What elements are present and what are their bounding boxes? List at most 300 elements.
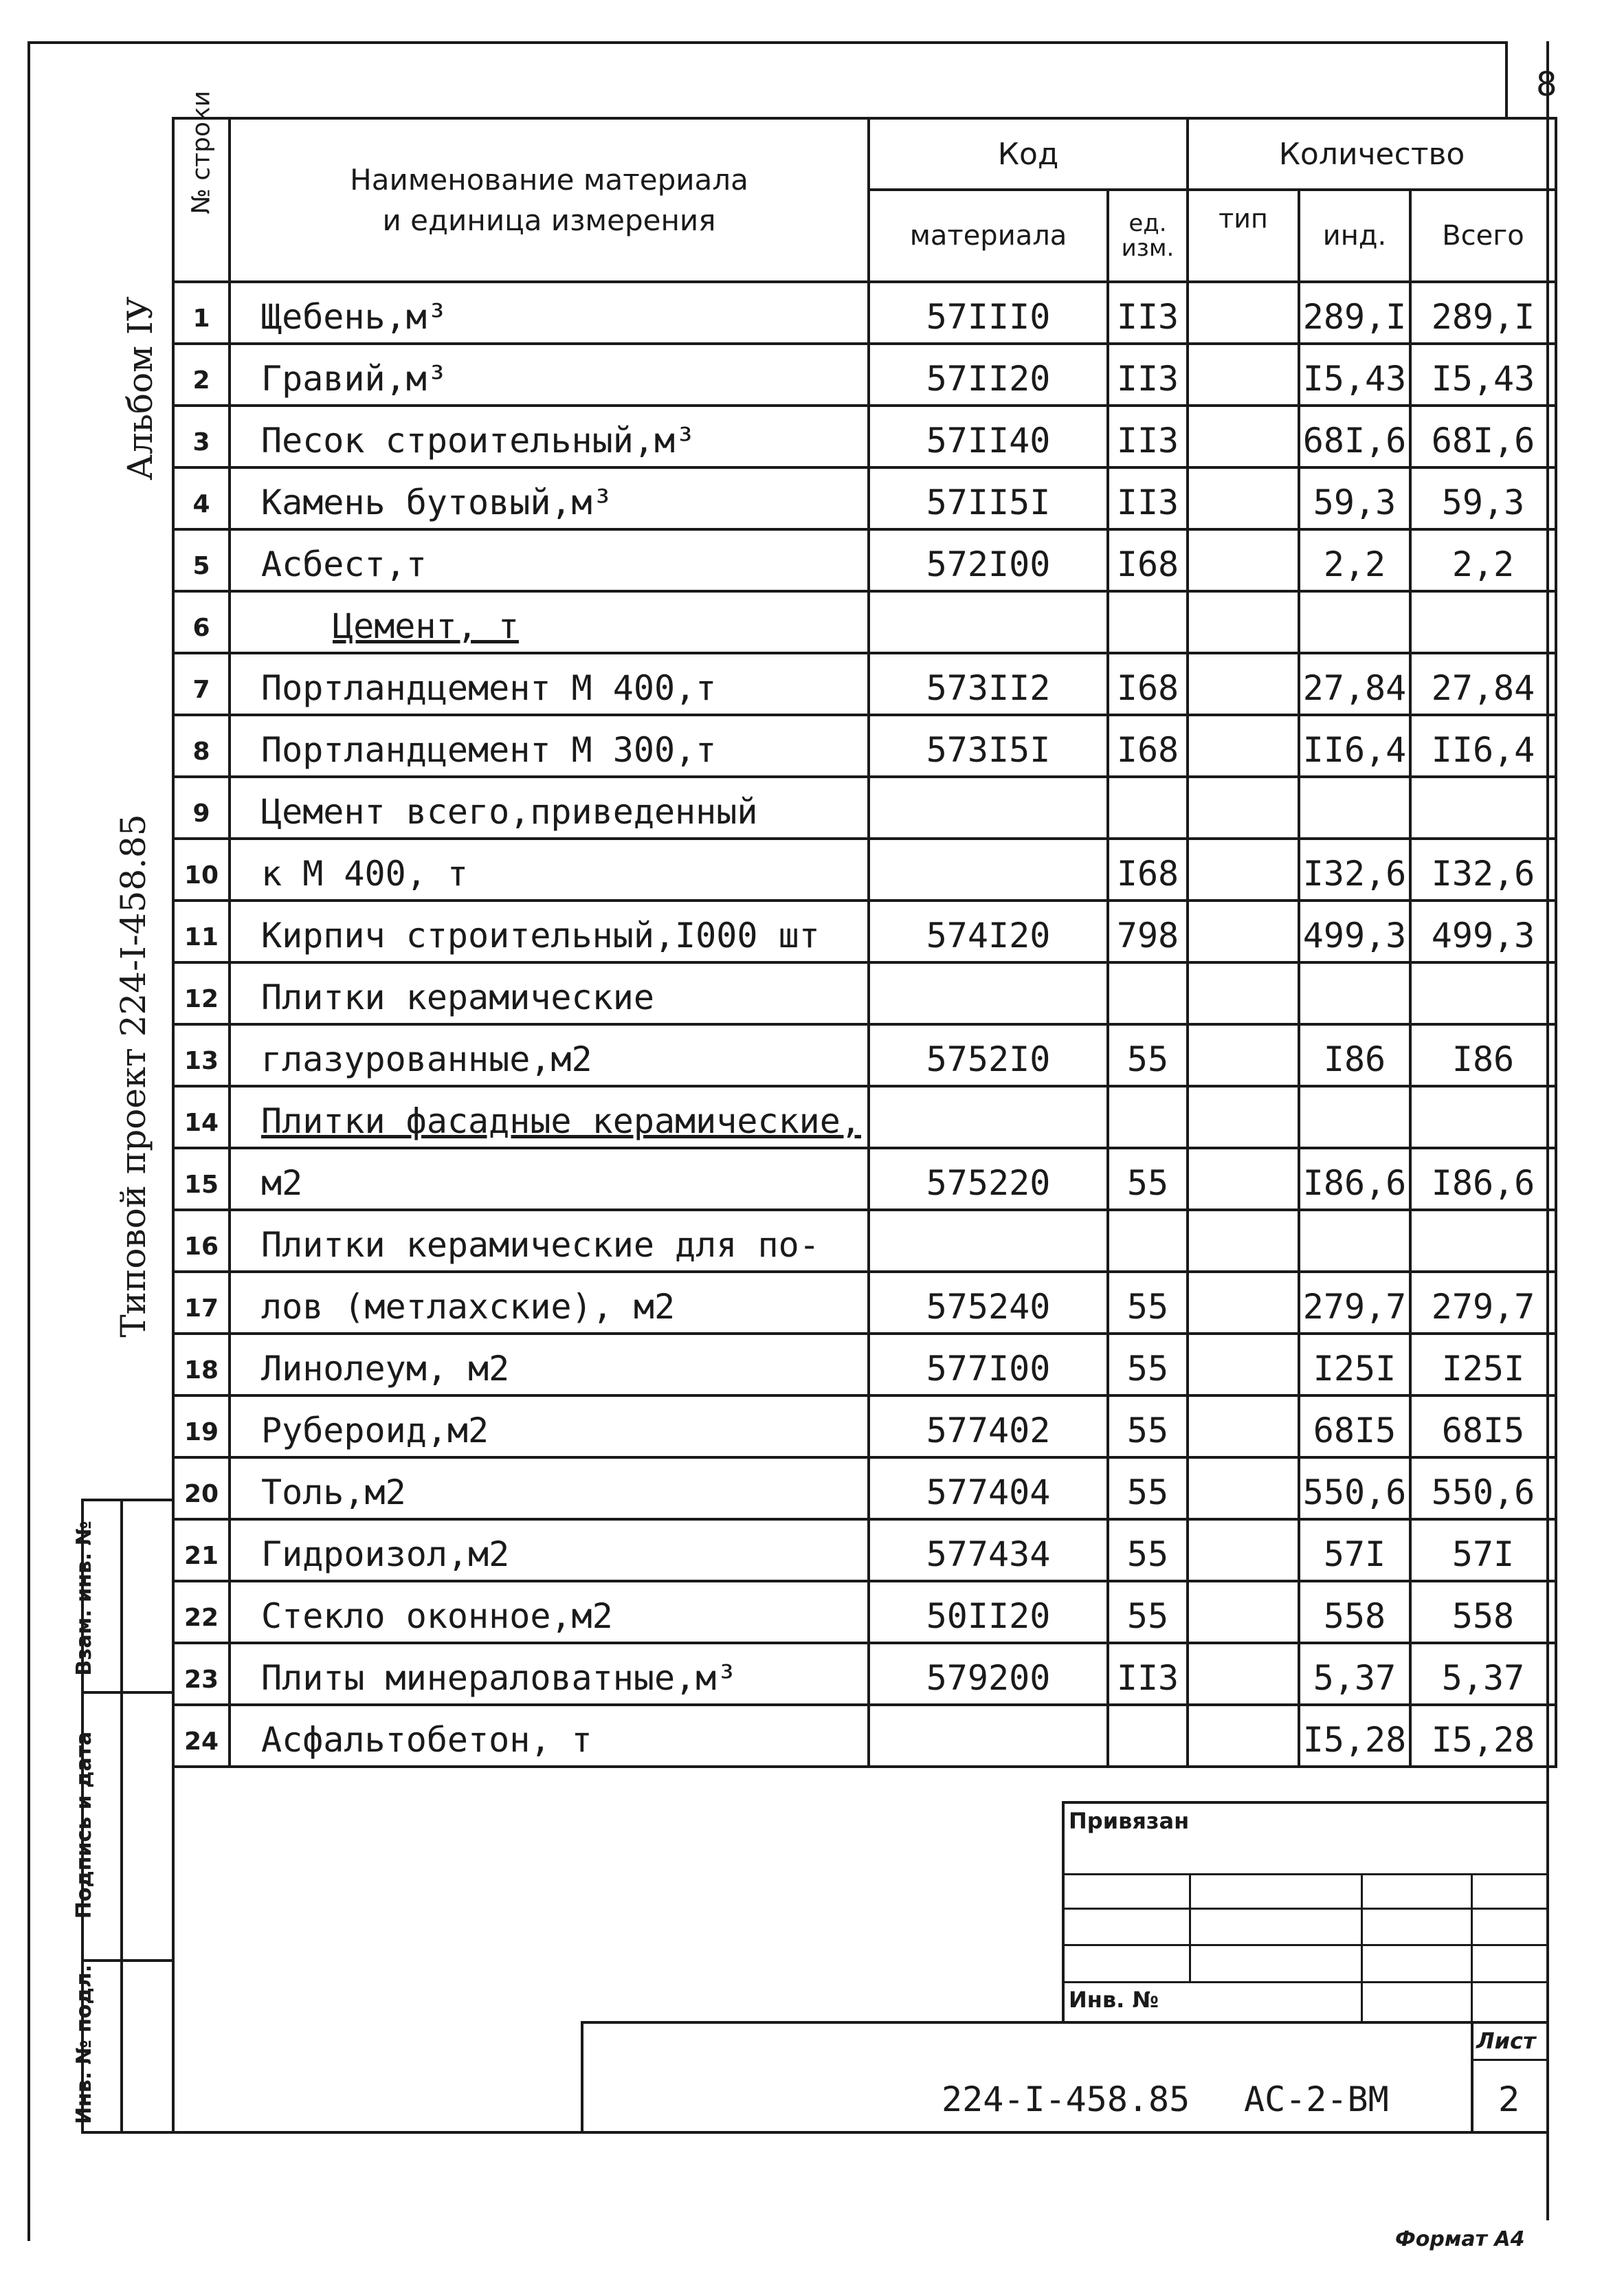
qty-total-cell-text: I32,6 <box>1431 854 1535 894</box>
material-name-cell <box>230 1086 869 1148</box>
qty-total-cell <box>1410 715 1556 777</box>
qty-total-cell <box>1410 1519 1556 1581</box>
qty-ind-cell-text: 59,3 <box>1313 483 1397 522</box>
qty-type-cell <box>1188 529 1299 591</box>
row-number-cell <box>173 282 230 344</box>
project-label: Типовой проект 224-I-458.85 <box>113 814 153 1338</box>
table-row <box>173 839 1556 901</box>
material-name-cell-text: м2 <box>261 1163 303 1203</box>
header-code-group: Код <box>869 118 1188 190</box>
tb-inv-label: Инв. № <box>1069 1987 1159 2013</box>
stamp-label-inv: Инв. № подл. <box>72 1964 96 2124</box>
qty-ind-cell-text: 68I5 <box>1313 1411 1397 1450</box>
stamp-strip-top <box>81 1499 172 1501</box>
material-code-cell <box>869 1519 1108 1581</box>
row-number-cell-text: 13 <box>183 1047 219 1075</box>
material-name-cell-text: лов (метлахские), м2 <box>261 1287 676 1327</box>
row-number-cell <box>173 1457 230 1519</box>
material-name-cell-text: Стекло оконное,м2 <box>261 1596 613 1636</box>
stamp-strip-div2 <box>81 1959 172 1962</box>
qty-type-cell-text <box>1189 1389 1298 1394</box>
qty-ind-cell <box>1299 1395 1410 1457</box>
tb-row-1 <box>1062 1873 1546 1875</box>
row-number-cell <box>173 839 230 901</box>
material-code-cell-text <box>870 1141 1106 1147</box>
material-code-cell <box>869 1457 1108 1519</box>
qty-type-cell <box>1188 1210 1299 1272</box>
unit-code-cell-text: 55 <box>1126 1039 1169 1079</box>
material-code-cell <box>869 529 1108 591</box>
table-body <box>173 282 1556 1767</box>
row-number-cell-text: 6 <box>192 614 210 642</box>
qty-ind-cell-text: I5,43 <box>1302 359 1407 399</box>
qty-ind-cell-text: 5,37 <box>1313 1658 1397 1698</box>
material-name-cell <box>230 467 869 529</box>
qty-type-cell-text <box>1189 337 1298 342</box>
qty-total-cell-text: 68I5 <box>1441 1411 1525 1450</box>
qty-total-cell-text: 27,84 <box>1431 668 1535 708</box>
row-number-cell <box>173 1210 230 1272</box>
unit-code-cell <box>1108 901 1188 962</box>
qty-type-cell <box>1188 1643 1299 1705</box>
material-name-cell <box>230 1210 869 1272</box>
material-code-cell-text: 577434 <box>926 1534 1051 1574</box>
material-code-cell-text: 57II5I <box>926 483 1051 522</box>
unit-code-cell-text: 55 <box>1126 1349 1169 1389</box>
unit-code-cell <box>1108 1519 1188 1581</box>
qty-type-cell <box>1188 901 1299 962</box>
qty-total-cell-text <box>1412 1017 1555 1023</box>
unit-code-cell-text: I68 <box>1116 730 1179 770</box>
frame-top <box>27 41 1505 44</box>
unit-code-cell-text: II3 <box>1116 1658 1179 1698</box>
unit-code-cell <box>1108 1705 1188 1767</box>
material-name-cell <box>230 962 869 1024</box>
qty-ind-cell-text: 499,3 <box>1302 916 1407 956</box>
table-row <box>173 1334 1556 1395</box>
row-number-cell-text: 3 <box>192 428 210 456</box>
material-name-cell-text: Цемент, т <box>333 606 519 646</box>
material-code-cell-text: 50II20 <box>926 1596 1051 1636</box>
row-number-cell <box>173 1086 230 1148</box>
qty-total-cell-text: 57I <box>1451 1534 1515 1574</box>
table-row <box>173 1086 1556 1148</box>
material-code-cell <box>869 591 1108 653</box>
qty-type-cell-text <box>1189 1760 1298 1765</box>
material-name-cell-text: Гравий,м³ <box>261 359 447 399</box>
qty-total-cell-text <box>1412 1141 1555 1147</box>
tb-main-top <box>581 2021 1546 2024</box>
table-row <box>173 653 1556 715</box>
material-name-cell-text: Линолеум, м2 <box>261 1349 510 1389</box>
row-number-cell-text: 22 <box>183 1604 219 1632</box>
tb-privyazan-left <box>1062 1801 1065 2021</box>
unit-code-cell-text <box>1109 1141 1186 1147</box>
qty-ind-cell-text: I32,6 <box>1302 854 1407 894</box>
material-name-cell <box>230 1334 869 1395</box>
row-number-cell <box>173 1643 230 1705</box>
material-code-cell <box>869 282 1108 344</box>
tb-col-3 <box>1471 1873 1473 2021</box>
unit-code-cell-text: II3 <box>1116 297 1179 337</box>
material-code-cell <box>869 1210 1108 1272</box>
sheet-number: 8 <box>1536 65 1557 104</box>
qty-type-cell <box>1188 591 1299 653</box>
unit-code-cell-text: 55 <box>1126 1596 1169 1636</box>
qty-total-cell <box>1410 1148 1556 1210</box>
material-code-cell-text: 579200 <box>926 1658 1051 1698</box>
row-number-cell <box>173 715 230 777</box>
qty-ind-cell-text <box>1300 1017 1409 1023</box>
material-name-cell-text: Рубероид,м2 <box>261 1411 489 1450</box>
qty-ind-cell-text: 558 <box>1323 1596 1386 1636</box>
row-number-cell-text: 18 <box>183 1356 219 1384</box>
qty-type-cell-text <box>1189 1079 1298 1085</box>
unit-code-cell-text: 55 <box>1126 1163 1169 1203</box>
material-code-cell-text <box>870 646 1106 652</box>
qty-total-cell <box>1410 1643 1556 1705</box>
material-code-cell-text <box>870 832 1106 837</box>
unit-code-cell <box>1108 777 1188 839</box>
row-number-cell <box>173 344 230 406</box>
qty-total-cell-text: I25I <box>1441 1349 1525 1389</box>
qty-total-cell <box>1410 962 1556 1024</box>
table-row <box>173 1457 1556 1519</box>
material-name-cell <box>230 1519 869 1581</box>
material-name-cell <box>230 1581 869 1643</box>
qty-total-cell-text: 59,3 <box>1441 483 1525 522</box>
material-name-cell-text: Цемент всего,приведенный <box>261 792 758 832</box>
unit-code-cell-text: I68 <box>1116 668 1179 708</box>
unit-code-cell <box>1108 1643 1188 1705</box>
material-name-cell <box>230 1643 869 1705</box>
table-row <box>173 1581 1556 1643</box>
qty-total-cell <box>1410 1210 1556 1272</box>
material-name-cell-text: к М 400, т <box>261 854 469 894</box>
qty-total-cell <box>1410 1395 1556 1457</box>
stamp-strip-div1 <box>81 1691 172 1694</box>
tb-sheet-div <box>1471 2059 1546 2061</box>
table-row <box>173 1519 1556 1581</box>
tb-document-code: 224-I-458.85 <box>942 2079 1190 2119</box>
unit-code-cell-text: I68 <box>1116 854 1179 894</box>
material-name-cell <box>230 282 869 344</box>
qty-total-cell-text: 68I,6 <box>1431 421 1535 461</box>
qty-type-cell <box>1188 282 1299 344</box>
table-row <box>173 901 1556 962</box>
material-name-cell <box>230 344 869 406</box>
unit-code-cell <box>1108 1148 1188 1210</box>
material-code-cell-text <box>870 1760 1106 1765</box>
qty-ind-cell-text <box>1300 646 1409 652</box>
row-number-cell <box>173 1519 230 1581</box>
header-code-unit: ед. изм. <box>1108 190 1188 282</box>
qty-total-cell-text: I86,6 <box>1431 1163 1535 1203</box>
material-name-cell <box>230 1024 869 1086</box>
material-name-cell <box>230 901 869 962</box>
qty-type-cell-text <box>1189 1636 1298 1642</box>
material-name-cell <box>230 777 869 839</box>
row-number-cell <box>173 1148 230 1210</box>
qty-type-cell <box>1188 962 1299 1024</box>
unit-code-cell-text: II3 <box>1116 483 1179 522</box>
qty-type-cell <box>1188 1148 1299 1210</box>
tb-col-2 <box>1361 1873 1363 2021</box>
material-code-cell <box>869 839 1108 901</box>
row-number-cell <box>173 1581 230 1643</box>
qty-total-cell <box>1410 282 1556 344</box>
qty-total-cell-text: I5,28 <box>1431 1720 1535 1760</box>
row-number-cell-text: 17 <box>183 1294 219 1323</box>
material-code-cell <box>869 962 1108 1024</box>
qty-total-cell <box>1410 467 1556 529</box>
qty-total-cell <box>1410 406 1556 467</box>
material-name-cell-text: Песок строительный,м³ <box>261 421 696 461</box>
material-name-cell <box>230 653 869 715</box>
qty-total-cell-text: I86 <box>1451 1039 1515 1079</box>
qty-ind-cell <box>1299 344 1410 406</box>
qty-type-cell <box>1188 1395 1299 1457</box>
material-name-cell <box>230 1395 869 1457</box>
row-number-cell <box>173 777 230 839</box>
row-number-cell-text: 8 <box>192 738 210 766</box>
unit-code-cell-text: 55 <box>1126 1411 1169 1450</box>
material-name-cell <box>230 1705 869 1767</box>
stamp-strip-mid <box>120 1499 123 2131</box>
material-code-cell-text: 57III0 <box>926 297 1051 337</box>
qty-ind-cell <box>1299 839 1410 901</box>
material-name-cell <box>230 1272 869 1334</box>
row-number-cell-text: 9 <box>192 799 210 828</box>
qty-total-cell <box>1410 1272 1556 1334</box>
material-code-cell <box>869 344 1108 406</box>
unit-code-cell <box>1108 1395 1188 1457</box>
qty-type-cell <box>1188 1581 1299 1643</box>
qty-ind-cell <box>1299 715 1410 777</box>
material-name-cell <box>230 839 869 901</box>
qty-type-cell-text <box>1189 461 1298 466</box>
qty-total-cell <box>1410 1334 1556 1395</box>
table-row <box>173 282 1556 344</box>
material-name-cell-text: Портландцемент М 400,т <box>261 668 717 708</box>
table-row <box>173 777 1556 839</box>
unit-code-cell <box>1108 282 1188 344</box>
table-row <box>173 1395 1556 1457</box>
material-name-cell-text: Толь,м2 <box>261 1472 406 1512</box>
qty-ind-cell <box>1299 1024 1410 1086</box>
table-row <box>173 406 1556 467</box>
unit-code-cell <box>1108 1210 1188 1272</box>
stamp-label-podpis: Подпись и дата <box>72 1731 96 1919</box>
qty-type-cell-text <box>1189 584 1298 590</box>
material-code-cell <box>869 901 1108 962</box>
qty-total-cell <box>1410 344 1556 406</box>
material-code-cell <box>869 406 1108 467</box>
row-number-cell-text: 5 <box>192 552 210 580</box>
row-number-cell-text: 15 <box>183 1171 219 1199</box>
unit-code-cell-text: 798 <box>1116 916 1179 956</box>
unit-code-cell-text: II3 <box>1116 359 1179 399</box>
table-row <box>173 591 1556 653</box>
qty-total-cell-text: 279,7 <box>1431 1287 1535 1327</box>
qty-type-cell <box>1188 653 1299 715</box>
qty-type-cell-text <box>1189 1574 1298 1580</box>
qty-ind-cell <box>1299 1457 1410 1519</box>
material-code-cell-text: 574I20 <box>926 916 1051 956</box>
qty-ind-cell <box>1299 901 1410 962</box>
material-name-cell-text: Камень бутовый,м³ <box>261 483 613 522</box>
qty-type-cell-text <box>1189 1698 1298 1703</box>
qty-type-cell <box>1188 1272 1299 1334</box>
row-number-cell <box>173 1705 230 1767</box>
table-row <box>173 529 1556 591</box>
unit-code-cell <box>1108 962 1188 1024</box>
qty-ind-cell <box>1299 962 1410 1024</box>
material-code-cell <box>869 1334 1108 1395</box>
material-code-cell <box>869 1705 1108 1767</box>
header-qty-total: Всего <box>1410 190 1556 282</box>
qty-total-cell-text <box>1412 646 1555 652</box>
material-name-cell <box>230 715 869 777</box>
qty-ind-cell-text: 550,6 <box>1302 1472 1407 1512</box>
qty-ind-cell-text: I86 <box>1323 1039 1386 1079</box>
unit-code-cell <box>1108 1086 1188 1148</box>
row-number-cell <box>173 1272 230 1334</box>
material-code-cell-text <box>870 1265 1106 1270</box>
tb-sheet-label: Лист <box>1476 2028 1536 2054</box>
table-row <box>173 1210 1556 1272</box>
tb-sheet-number: 2 <box>1498 2079 1520 2119</box>
qty-ind-cell <box>1299 777 1410 839</box>
header-row-1 <box>173 118 1556 190</box>
unit-code-cell <box>1108 344 1188 406</box>
material-code-cell-text <box>870 894 1106 899</box>
qty-total-cell-text <box>1412 832 1555 837</box>
qty-type-cell <box>1188 1519 1299 1581</box>
qty-total-cell-text: 2,2 <box>1451 544 1515 584</box>
material-code-cell <box>869 1272 1108 1334</box>
qty-ind-cell-text: 27,84 <box>1302 668 1407 708</box>
unit-code-cell <box>1108 467 1188 529</box>
unit-code-cell <box>1108 1457 1188 1519</box>
qty-total-cell <box>1410 901 1556 962</box>
qty-total-cell <box>1410 1024 1556 1086</box>
material-name-cell-text: Асбест,т <box>261 544 427 584</box>
row-number-cell <box>173 406 230 467</box>
material-code-cell-text: 575240 <box>926 1287 1051 1327</box>
qty-type-cell <box>1188 1024 1299 1086</box>
unit-code-cell-text: 55 <box>1126 1472 1169 1512</box>
qty-total-cell-text: 558 <box>1451 1596 1515 1636</box>
qty-ind-cell-text <box>1300 1141 1409 1147</box>
row-number-cell-text: 10 <box>183 861 219 890</box>
row-number-cell-text: 1 <box>192 305 210 333</box>
qty-ind-cell <box>1299 1705 1410 1767</box>
tb-row-4 <box>1062 1981 1546 1983</box>
row-number-cell-text: 7 <box>192 676 210 704</box>
qty-total-cell <box>1410 1086 1556 1148</box>
header-qty-ind: инд. <box>1299 190 1410 282</box>
unit-code-cell-text <box>1109 832 1186 837</box>
material-name-cell-text: Щебень,м³ <box>261 297 447 337</box>
row-number-cell-text: 23 <box>183 1666 219 1694</box>
qty-ind-cell <box>1299 1148 1410 1210</box>
qty-total-cell-text: 5,37 <box>1441 1658 1525 1698</box>
tb-sheet-left <box>1471 2021 1473 2131</box>
qty-ind-cell-text: I25I <box>1313 1349 1397 1389</box>
qty-type-cell <box>1188 715 1299 777</box>
qty-total-cell <box>1410 591 1556 653</box>
album-label: Альбом IУ <box>120 296 160 481</box>
qty-type-cell <box>1188 467 1299 529</box>
unit-code-cell-text: 55 <box>1126 1287 1169 1327</box>
qty-ind-cell-text: 57I <box>1323 1534 1386 1574</box>
material-code-cell <box>869 467 1108 529</box>
qty-ind-cell-text: I5,28 <box>1302 1720 1407 1760</box>
qty-type-cell-text <box>1189 1512 1298 1518</box>
lower-area-right <box>1546 1691 1549 2131</box>
unit-code-cell <box>1108 1272 1188 1334</box>
row-number-cell <box>173 1334 230 1395</box>
row-number-cell-text: 11 <box>183 923 219 951</box>
qty-total-cell <box>1410 529 1556 591</box>
qty-type-cell-text <box>1189 956 1298 961</box>
material-code-cell-text: 57II40 <box>926 421 1051 461</box>
material-code-cell-text: 575220 <box>926 1163 1051 1203</box>
material-name-cell-text: Портландцемент М 300,т <box>261 730 717 770</box>
row-number-cell-text: 21 <box>183 1542 219 1570</box>
qty-type-cell-text <box>1189 1450 1298 1456</box>
tb-row-3 <box>1062 1944 1546 1946</box>
material-code-cell <box>869 715 1108 777</box>
qty-type-cell <box>1188 1086 1299 1148</box>
lower-area-left <box>172 1691 175 2131</box>
unit-code-cell <box>1108 1581 1188 1643</box>
qty-type-cell-text <box>1189 1265 1298 1270</box>
material-name-cell-text: Гидроизол,м2 <box>261 1534 510 1574</box>
materials-table <box>172 90 1557 1768</box>
qty-type-cell-text <box>1189 1327 1298 1332</box>
qty-type-cell-text <box>1189 522 1298 528</box>
table-row <box>173 715 1556 777</box>
material-code-cell <box>869 1581 1108 1643</box>
qty-total-cell <box>1410 1457 1556 1519</box>
qty-type-cell-text <box>1189 770 1298 775</box>
table-row <box>173 1024 1556 1086</box>
material-name-cell <box>230 591 869 653</box>
material-name-cell <box>230 1457 869 1519</box>
format-label: Формат А4 <box>1395 2227 1525 2251</box>
material-code-cell <box>869 1024 1108 1086</box>
qty-total-cell-text: 499,3 <box>1431 916 1535 956</box>
unit-code-cell-text <box>1109 1265 1186 1270</box>
tb-privyazan-top <box>1062 1801 1546 1804</box>
material-code-cell <box>869 1086 1108 1148</box>
qty-ind-cell <box>1299 406 1410 467</box>
tb-document-mark: АС-2-ВМ <box>1244 2079 1389 2119</box>
qty-ind-cell <box>1299 1643 1410 1705</box>
qty-type-cell-text <box>1189 708 1298 714</box>
material-code-cell-text: 57II20 <box>926 359 1051 399</box>
table-row <box>173 1643 1556 1705</box>
qty-ind-cell <box>1299 1334 1410 1395</box>
row-number-cell <box>173 1024 230 1086</box>
material-name-cell-text: Кирпич строительный,I000 шт <box>261 916 820 956</box>
material-code-cell-text <box>870 1017 1106 1023</box>
qty-total-cell-text: 289,I <box>1431 297 1535 337</box>
row-number-cell <box>173 467 230 529</box>
row-number-cell-text: 19 <box>183 1418 219 1446</box>
